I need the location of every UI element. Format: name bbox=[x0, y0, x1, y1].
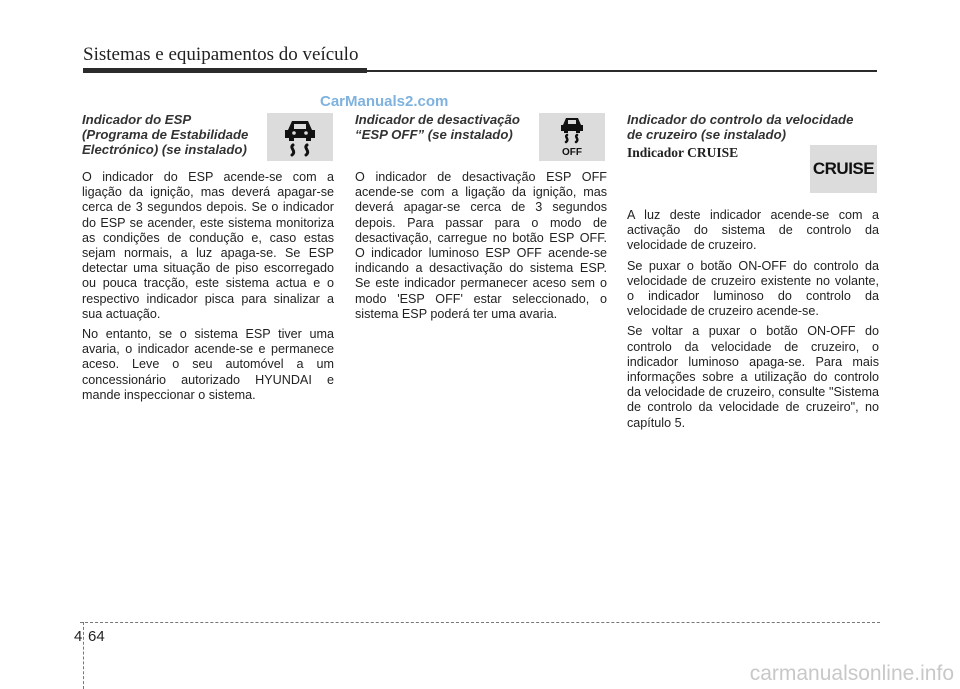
esp-indicator-icon bbox=[267, 113, 333, 161]
watermark-top: CarManuals2.com bbox=[320, 93, 449, 110]
cruise-indicator-label: Indicador CRUISE bbox=[627, 145, 739, 160]
chapter-number: 4 bbox=[74, 628, 83, 645]
cruise-indicator-text: CRUISE bbox=[812, 159, 875, 178]
esp-off-label: OFF bbox=[562, 147, 582, 158]
page-number: 64 bbox=[88, 628, 105, 645]
page-header-title: Sistemas e equipamentos do veículo bbox=[83, 44, 359, 65]
header-rule-thin bbox=[367, 70, 877, 72]
paragraph: No entanto, se o sistema ESP tiver uma avaria, o indicador acende-se e permanece aceso. Leve o seu automóvel a um concessionário autorizado HYUNDAI e mande inspeccionar o sistema. bbox=[82, 327, 334, 402]
paragraph: Se puxar o botão ON-OFF do controlo da velocidade de cruzeiro existente no volante, o indicador luminoso do controlo da velocidade de cruzeiro acende-se. bbox=[627, 258, 879, 319]
section-heading-esp-off: Indicador de desactivação “ESP OFF” (se instalado) bbox=[355, 112, 520, 142]
section-heading-cruise: Indicador do controlo da velocidade de cruzeiro (se instalado) bbox=[627, 112, 854, 142]
section-heading-esp: Indicador do ESP (Programa de Estabilidade Electrónico) (se instalado) bbox=[82, 112, 249, 157]
paragraph: A luz deste indicador acende-se com a activação do sistema de controlo da velocidade de cruzeiro. bbox=[627, 208, 879, 253]
esp-off-indicator-icon bbox=[539, 113, 605, 161]
cruise-indicator-icon bbox=[810, 145, 877, 193]
watermark-bottom: carmanualsonline.info bbox=[749, 662, 954, 685]
footer-divider bbox=[83, 622, 84, 689]
paragraph: Se voltar a puxar o botão ON-OFF do controlo da velocidade de cruzeiro, o indicador luminoso apaga-se. Para mais informações sobre a utilização do controlo da velocidade de cruzeiro, consulte "Sistema de controlo da velocidade de cruzeiro", no capítulo 5. bbox=[627, 324, 879, 430]
footer-rule bbox=[80, 622, 880, 623]
paragraph: O indicador de desactivação ESP OFF acende-se com a ligação da ignição, mas deverá apagar-se cerca de 3 segundos depois. Para passar para o modo de desactivação, carregue no botão ESP OFF. O indicador luminoso ESP OFF acende-se indicando a desactivação do sistema ESP. Se este indicador permanecer aceso sem o modo 'ESP OFF' estar seleccionado, o sistema ESP poderá ter uma avaria. bbox=[355, 170, 607, 321]
paragraph: O indicador do ESP acende-se com a ligação da ignição, mas deverá apagar-se cerca de 3 segundos depois. Se o indicador do ESP se acender, este sistema monitoriza as condições de condução e, caso estas sejam normais, a luz apaga-se. Se ESP detectar uma situação de piso escorregado ou pouca tracção, este sistema actua e o respectivo indicador pisca para sinalizar a sua actuação. bbox=[82, 170, 334, 321]
header-rule-thick bbox=[83, 68, 367, 73]
